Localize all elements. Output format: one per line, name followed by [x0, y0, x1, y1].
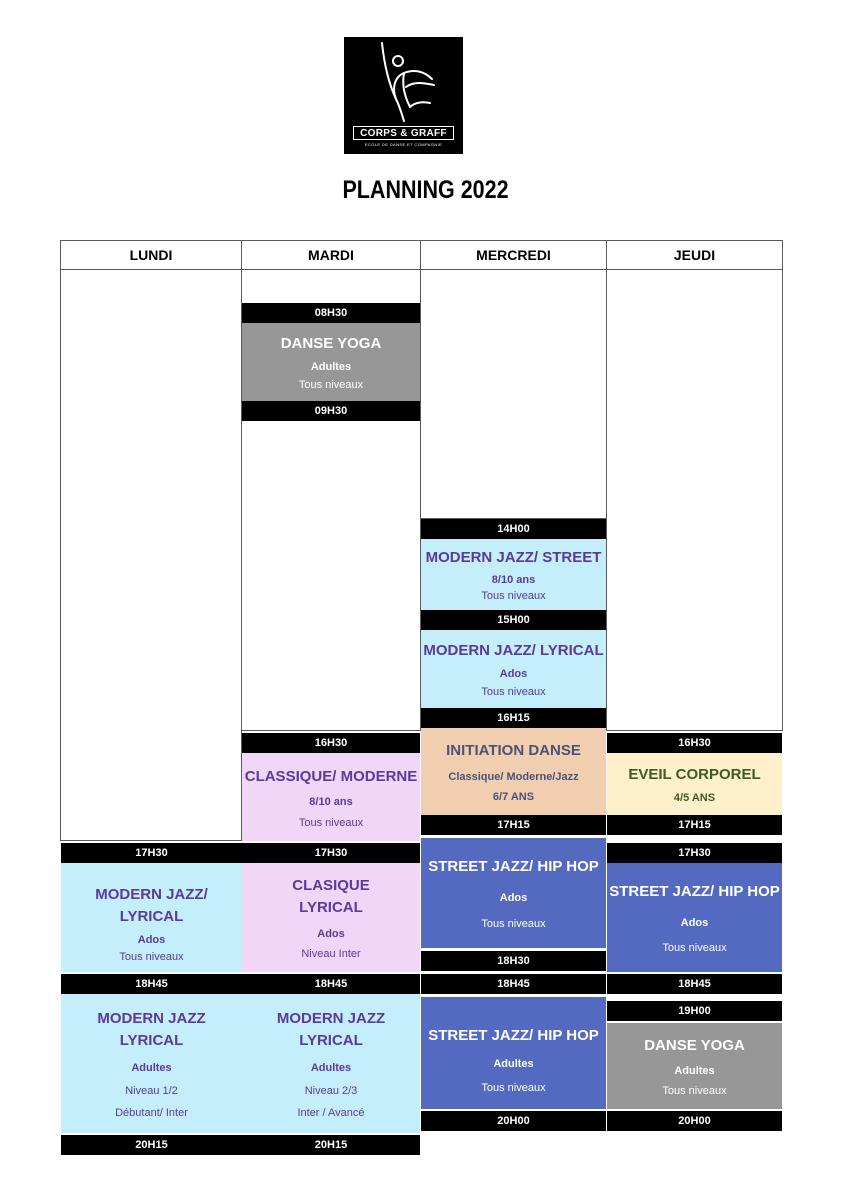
class-age: 4/5 ANS [673, 792, 716, 805]
class-block-lundi-lyrical [61, 863, 242, 972]
class-level: Tous niveaux [119, 950, 184, 963]
class-name: MODERN JAZZ LYRICAL [276, 1010, 386, 1050]
time-bar: 18H30 [421, 951, 606, 971]
class-block-lundi-adultes [61, 994, 242, 1133]
header-lundi: LUNDI [60, 240, 242, 270]
time-bar: 19H00 [607, 1001, 782, 1021]
class-name: STREET JAZZ/ HIP HOP [428, 1026, 599, 1044]
time-bar: 08H30 [242, 303, 420, 323]
class-name: MODERN JAZZ/ LYRICAL [95, 886, 208, 926]
class-age: Adultes [310, 361, 352, 373]
time-bar: 17H15 [421, 815, 606, 835]
time-bar: 20H00 [421, 1111, 606, 1131]
class-name: MODERN JAZZ/ LYRICAL [423, 642, 604, 659]
time-bar: 16H15 [421, 708, 606, 728]
class-level: Niveau 2/3 [304, 1084, 358, 1097]
logo-name: CORPS & GRAFF [353, 126, 454, 140]
class-level: Tous niveaux [662, 1085, 727, 1097]
class-age: 8/10 ans [491, 573, 536, 586]
class-block-mardi-yoga [242, 323, 420, 401]
time-bar: 15H00 [421, 610, 606, 630]
class-level: Niveau 1/2 [125, 1084, 178, 1097]
class-age: Ados [680, 916, 709, 929]
time-bar: 16H30 [607, 733, 782, 753]
class-name: MODERN JAZZ LYRICAL [97, 1010, 206, 1050]
logo-subtitle: ECOLE DE DANSE ET COMPAGNIE [364, 142, 443, 147]
class-block-jeudi-hiphop [607, 863, 782, 972]
class-name: STREET JAZZ/ HIP HOP [428, 858, 599, 875]
time-bar: 18H45 [607, 974, 782, 994]
class-age: Ados [137, 933, 166, 946]
header-mardi: MARDI [241, 240, 421, 270]
time-bar: 09H30 [242, 401, 420, 421]
time-bar: 20H15 [242, 1135, 420, 1155]
column-jeudi [606, 240, 783, 731]
class-age: 8/10 ans [309, 796, 353, 808]
time-bar: 14H00 [421, 519, 606, 539]
class-age: Adultes [674, 1065, 715, 1077]
class-age: Adultes [131, 1062, 172, 1075]
class-block-mardi-adultes [242, 994, 420, 1133]
class-block-jeudi-yoga [607, 1023, 782, 1109]
class-age: Ados [317, 927, 345, 940]
header-jeudi: JEUDI [606, 240, 783, 270]
class-block-mercredi-lyrical [421, 630, 606, 708]
time-bar: 18H45 [242, 974, 420, 994]
time-bar: 17H15 [607, 815, 782, 835]
column-mercredi [420, 240, 607, 519]
class-style: Classique/ Moderne/Jazz [448, 770, 579, 783]
dancer-figure-icon [344, 37, 463, 127]
class-level-detail: Inter / Avancé [297, 1106, 365, 1119]
class-level: Tous niveaux [481, 686, 546, 698]
class-level: Tous niveaux [481, 918, 546, 930]
class-name: STREET JAZZ/ HIP HOP [609, 882, 780, 900]
time-bar: 18H45 [61, 974, 242, 994]
class-block-mardi-classique [242, 753, 420, 841]
class-level: Tous niveaux [481, 589, 546, 602]
class-level: Tous niveaux [298, 379, 364, 391]
class-block-mercredi-adultes [421, 997, 606, 1109]
class-block-mardi-clasique [242, 863, 420, 972]
class-age: 6/7 ANS [492, 790, 535, 803]
time-bar: 20H00 [607, 1111, 782, 1131]
time-bar: 17H30 [61, 843, 242, 863]
class-name: EVEIL CORPOREL [628, 765, 761, 783]
class-name: INITIATION DANSE [446, 742, 581, 760]
time-bar: 16H30 [242, 733, 420, 753]
class-level: Tous niveaux [481, 1081, 546, 1094]
class-block-mercredi-initiation [421, 728, 606, 815]
column-lundi [60, 240, 242, 841]
logo [344, 37, 463, 154]
class-age: Adultes [493, 1058, 534, 1070]
class-age: Ados [499, 668, 528, 680]
class-block-mercredi-hiphop [421, 838, 606, 948]
class-block-mercredi-street [421, 539, 606, 610]
class-level-detail: Débutant/ Inter [115, 1106, 188, 1119]
class-name: CLASIQUE LYRICAL [292, 877, 370, 917]
time-bar: 20H15 [61, 1135, 242, 1155]
class-block-jeudi-eveil [607, 753, 782, 815]
class-age: Ados [499, 892, 528, 904]
header-mercredi: MERCREDI [420, 240, 607, 270]
class-level: Tous niveaux [662, 942, 727, 955]
class-level: Niveau Inter [301, 947, 361, 960]
time-bar: 17H30 [607, 843, 782, 863]
class-name: DANSE YOGA [644, 1037, 745, 1054]
class-age: Adultes [310, 1062, 352, 1075]
time-bar: 17H30 [242, 843, 420, 863]
class-level: Tous niveaux [298, 816, 364, 829]
time-bar: 18H45 [421, 974, 606, 994]
class-name: DANSE YOGA [280, 335, 382, 352]
class-name: MODERN JAZZ/ STREET [425, 549, 602, 567]
class-name: CLASSIQUE/ MODERNE [244, 767, 418, 785]
page-title: PLANNING 2022 [342, 176, 509, 204]
